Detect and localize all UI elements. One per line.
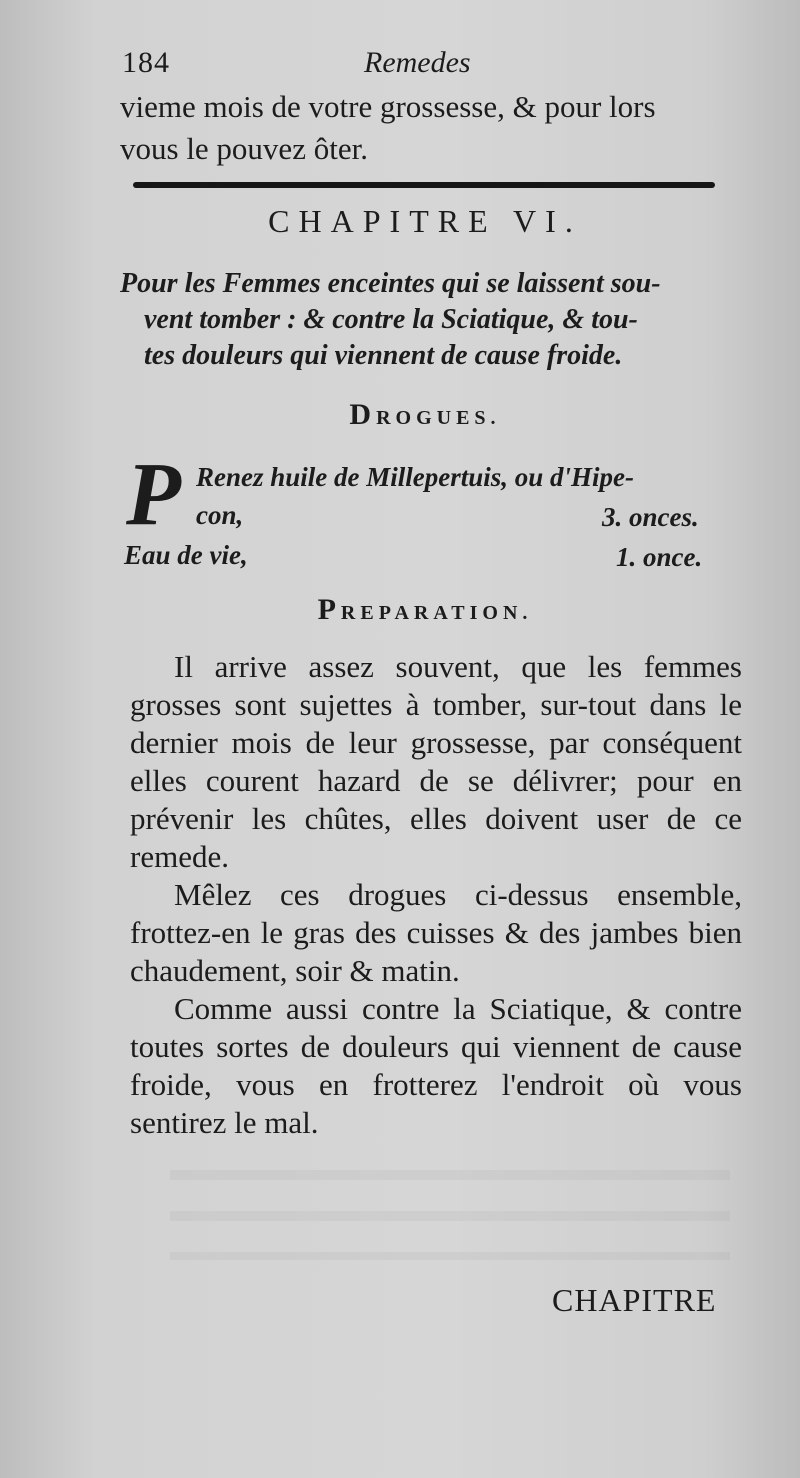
subtitle-line: vent tomber : & contre la Sciatique, & tou- xyxy=(144,304,638,335)
preparation-heading xyxy=(0,593,800,627)
subtitle-line: tes douleurs qui viennent de cause froide. xyxy=(144,340,623,371)
paragraph: Comme aussi contre la Sciatique, & contre toutes sortes de douleurs qui viennent de cause froide, vous en frotterez l'endroit où vous sentirez le mal. xyxy=(130,991,742,1140)
drugs-heading-initial: D xyxy=(349,398,377,431)
continuation-line: vieme mois de votre grossesse, & pour lors xyxy=(120,89,656,124)
chapter-divider xyxy=(133,182,715,188)
drug-name: Renez huile de Millepertuis, ou d'Hipe- xyxy=(196,462,635,492)
drug-quantity: 3. onces. xyxy=(602,502,699,532)
running-title: Remedes xyxy=(364,46,471,79)
continuation-text xyxy=(120,86,750,170)
running-header xyxy=(122,46,742,86)
paragraph: Mêlez ces drogues ci-dessus ensemble, frottez-en le gras des cuisses & des jambes bien chaudement, soir & matin. xyxy=(130,877,742,988)
drugs-heading-rest: ROGUES. xyxy=(376,407,501,429)
drugs-heading xyxy=(0,398,800,432)
chapter-subtitle xyxy=(120,266,740,374)
drug-quantity: 1. once. xyxy=(616,542,703,572)
subtitle-line: Pour les Femmes enceintes qui se laissent sou- xyxy=(120,268,661,299)
drug-name: Eau de vie, xyxy=(124,540,248,570)
paragraph: Il arrive assez souvent, que les femmes grosses sont sujettes à tomber, sur-tout dans le dernier mois de leur grossesse, par conséquent elles courent hazard de se délivrer; pour en prévenir les chûtes, elles doivent user de ce remede. xyxy=(130,649,742,874)
chapter-title: CHAPITRE VI. xyxy=(268,203,582,239)
drug-name-continued: con, xyxy=(196,500,244,530)
preparation-heading-rest: REPARATION. xyxy=(340,602,533,624)
show-through-text xyxy=(170,1150,730,1260)
preparation-heading-initial: P xyxy=(317,593,341,626)
page-number: 184 xyxy=(122,46,170,79)
continuation-line: vous le pouvez ôter. xyxy=(120,131,368,166)
preparation-text xyxy=(130,648,742,1142)
catchword: CHAPITRE xyxy=(552,1282,717,1318)
drop-cap: P xyxy=(126,445,181,544)
